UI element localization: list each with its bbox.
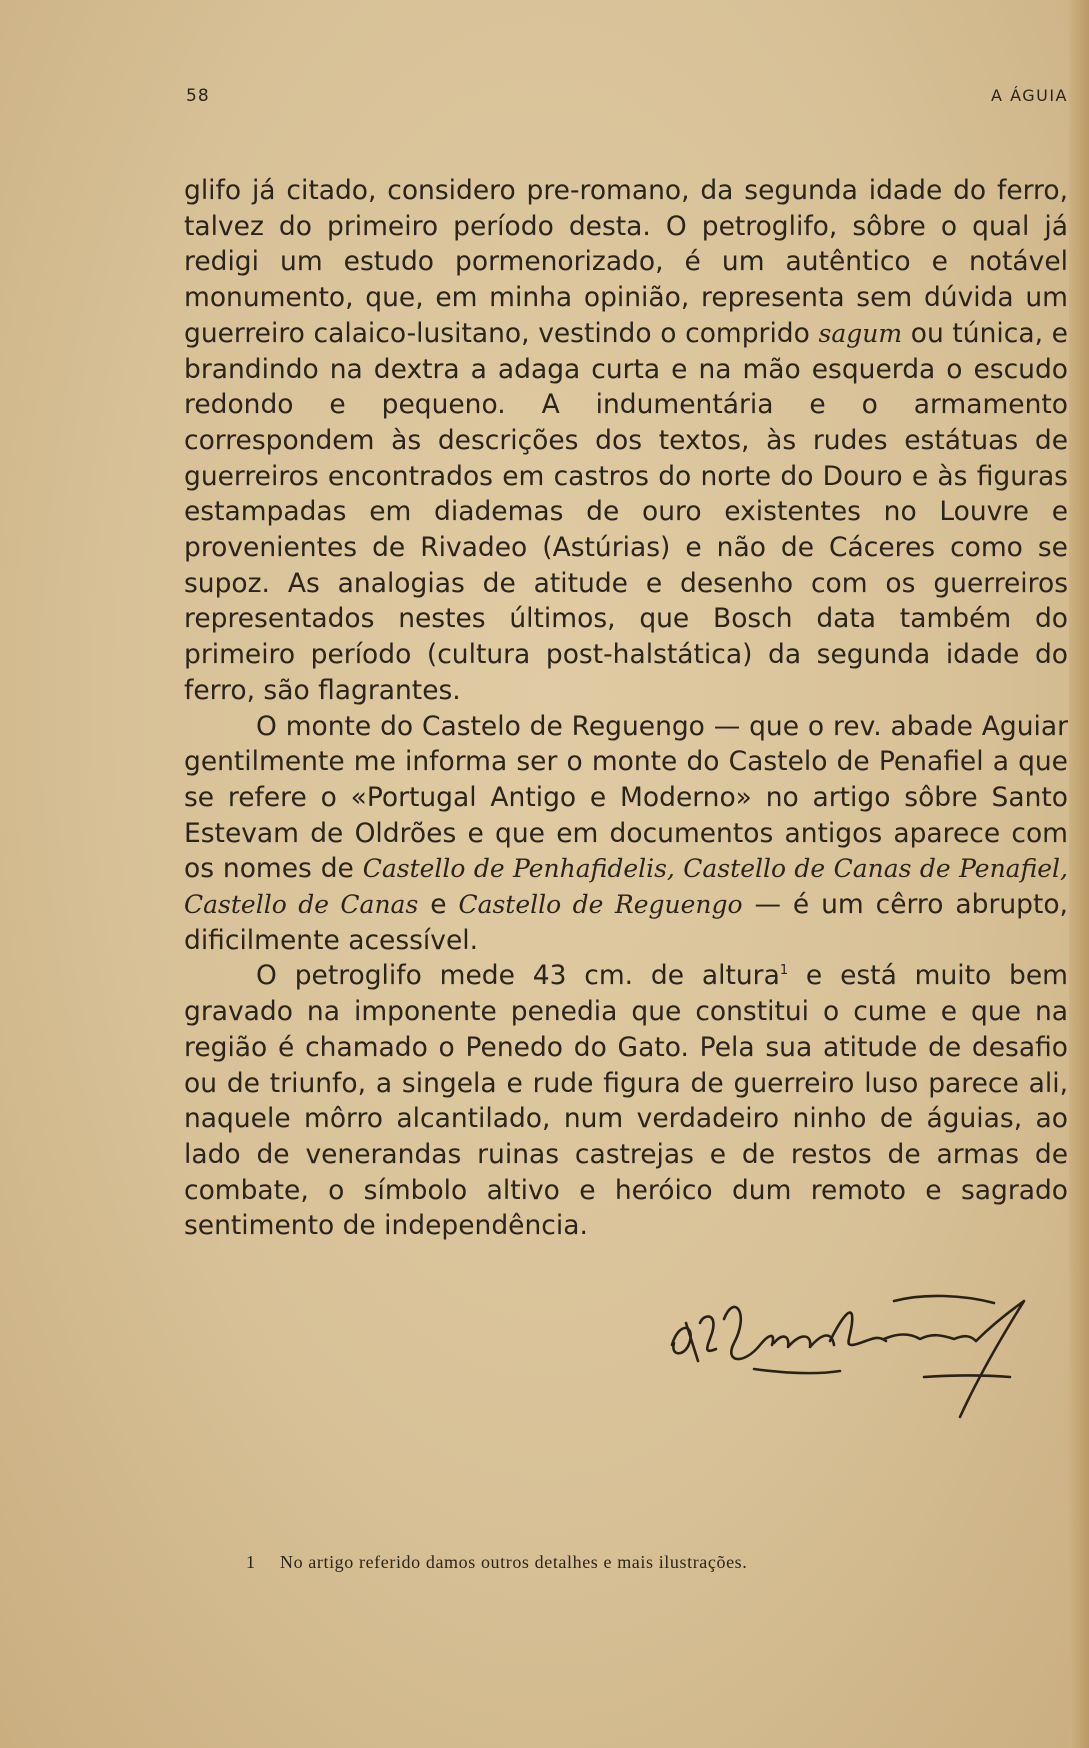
paragraph-2-text-c: — é um cêrro abrupto, dificilmente acessível. [184,889,1068,956]
footnote-reference: 1 [779,963,789,979]
paragraph-2 [184,709,1068,959]
paragraph-2-text-a: O monte do Castelo de Reguengo — que o rev. abade Aguiar gentilmente me informa ser o monte do Castelo de Penafiel a que se refere o «Portugal Antigo e Moderno» no artigo sôbre Santo Estevam de Oldrões e que em documentos antigos aparece com os nomes de [184,710,1068,885]
paragraph-3-text-a: O petroglifo mede 43 cm. de altura [256,960,780,992]
paragraph-1-rest: ou túnica, e brandindo na dextra a adaga curta e na mão esquerda o escudo redondo e pequeno. A indumentária e o armamento correspondem às descrições dos textos, às rudes estátuas de guerreiros encontrados em castros do norte do Douro e às figuras estampadas em diademas de ouro existentes no Louvre e provenientes de Rivadeo (Astúrias) e não de Cáceres como se supoz. As analogias de atitude e desenho com os guerreiros representados nestes últimos, que Bosch data também do primeiro período (cultura post-halstática) da segunda idade do ferro, são flagrantes. [184,317,1068,706]
footnote-mark: 1 [246,1552,256,1572]
paragraph-2-italic-2: Castello de Reguengo [458,890,743,920]
paragraph-3 [184,958,1068,1244]
paragraph-1-text: glifo já citado, considero pre-romano, da segunda idade do ferro, talvez do primeiro período desta. O petroglifo, sôbre o qual já redigi um estudo pormenorizado, é um autêntico e notável monumento, que, em minha opinião, representa sem dúvida um guerreiro calaico-lusitano, vestindo o comprido [184,175,1068,349]
paragraph-1-italic: sagum [818,318,903,348]
paragraph-1 [184,173,1068,709]
footnote-text: No artigo referido damos outros detalhes e mais ilustrações. [280,1552,748,1572]
paragraph-3-text-b: e está muito bem gravado na imponente penedia que constitui o cume e que na região é chamado o Penedo do Gato. Pela sua atitude de desafio ou de triunfo, a singela e rude figura de guerreiro luso parece ali, naquele môrro alcantilado, num verdadeiro ninho de águias, ao lado de venerandas ruinas castrejas e de restos de armas de combate, o símbolo altivo e heróico dum remoto e sagrado sentimento de independência. [184,960,1068,1242]
handwritten-signature [664,1283,1054,1433]
footnote [246,1552,1054,1573]
body-text [184,173,1068,1244]
page-number: 58 [186,86,210,106]
page-header [186,86,1068,118]
running-title: A ÁGUIA [991,86,1068,105]
paragraph-2-text-b: e [418,889,459,921]
page-edge [1069,0,1089,1748]
paragraph-2-italic-1: Castello de Penhafidelis, Castello de Canas de Penafiel, Castello de Canas [184,854,1068,920]
